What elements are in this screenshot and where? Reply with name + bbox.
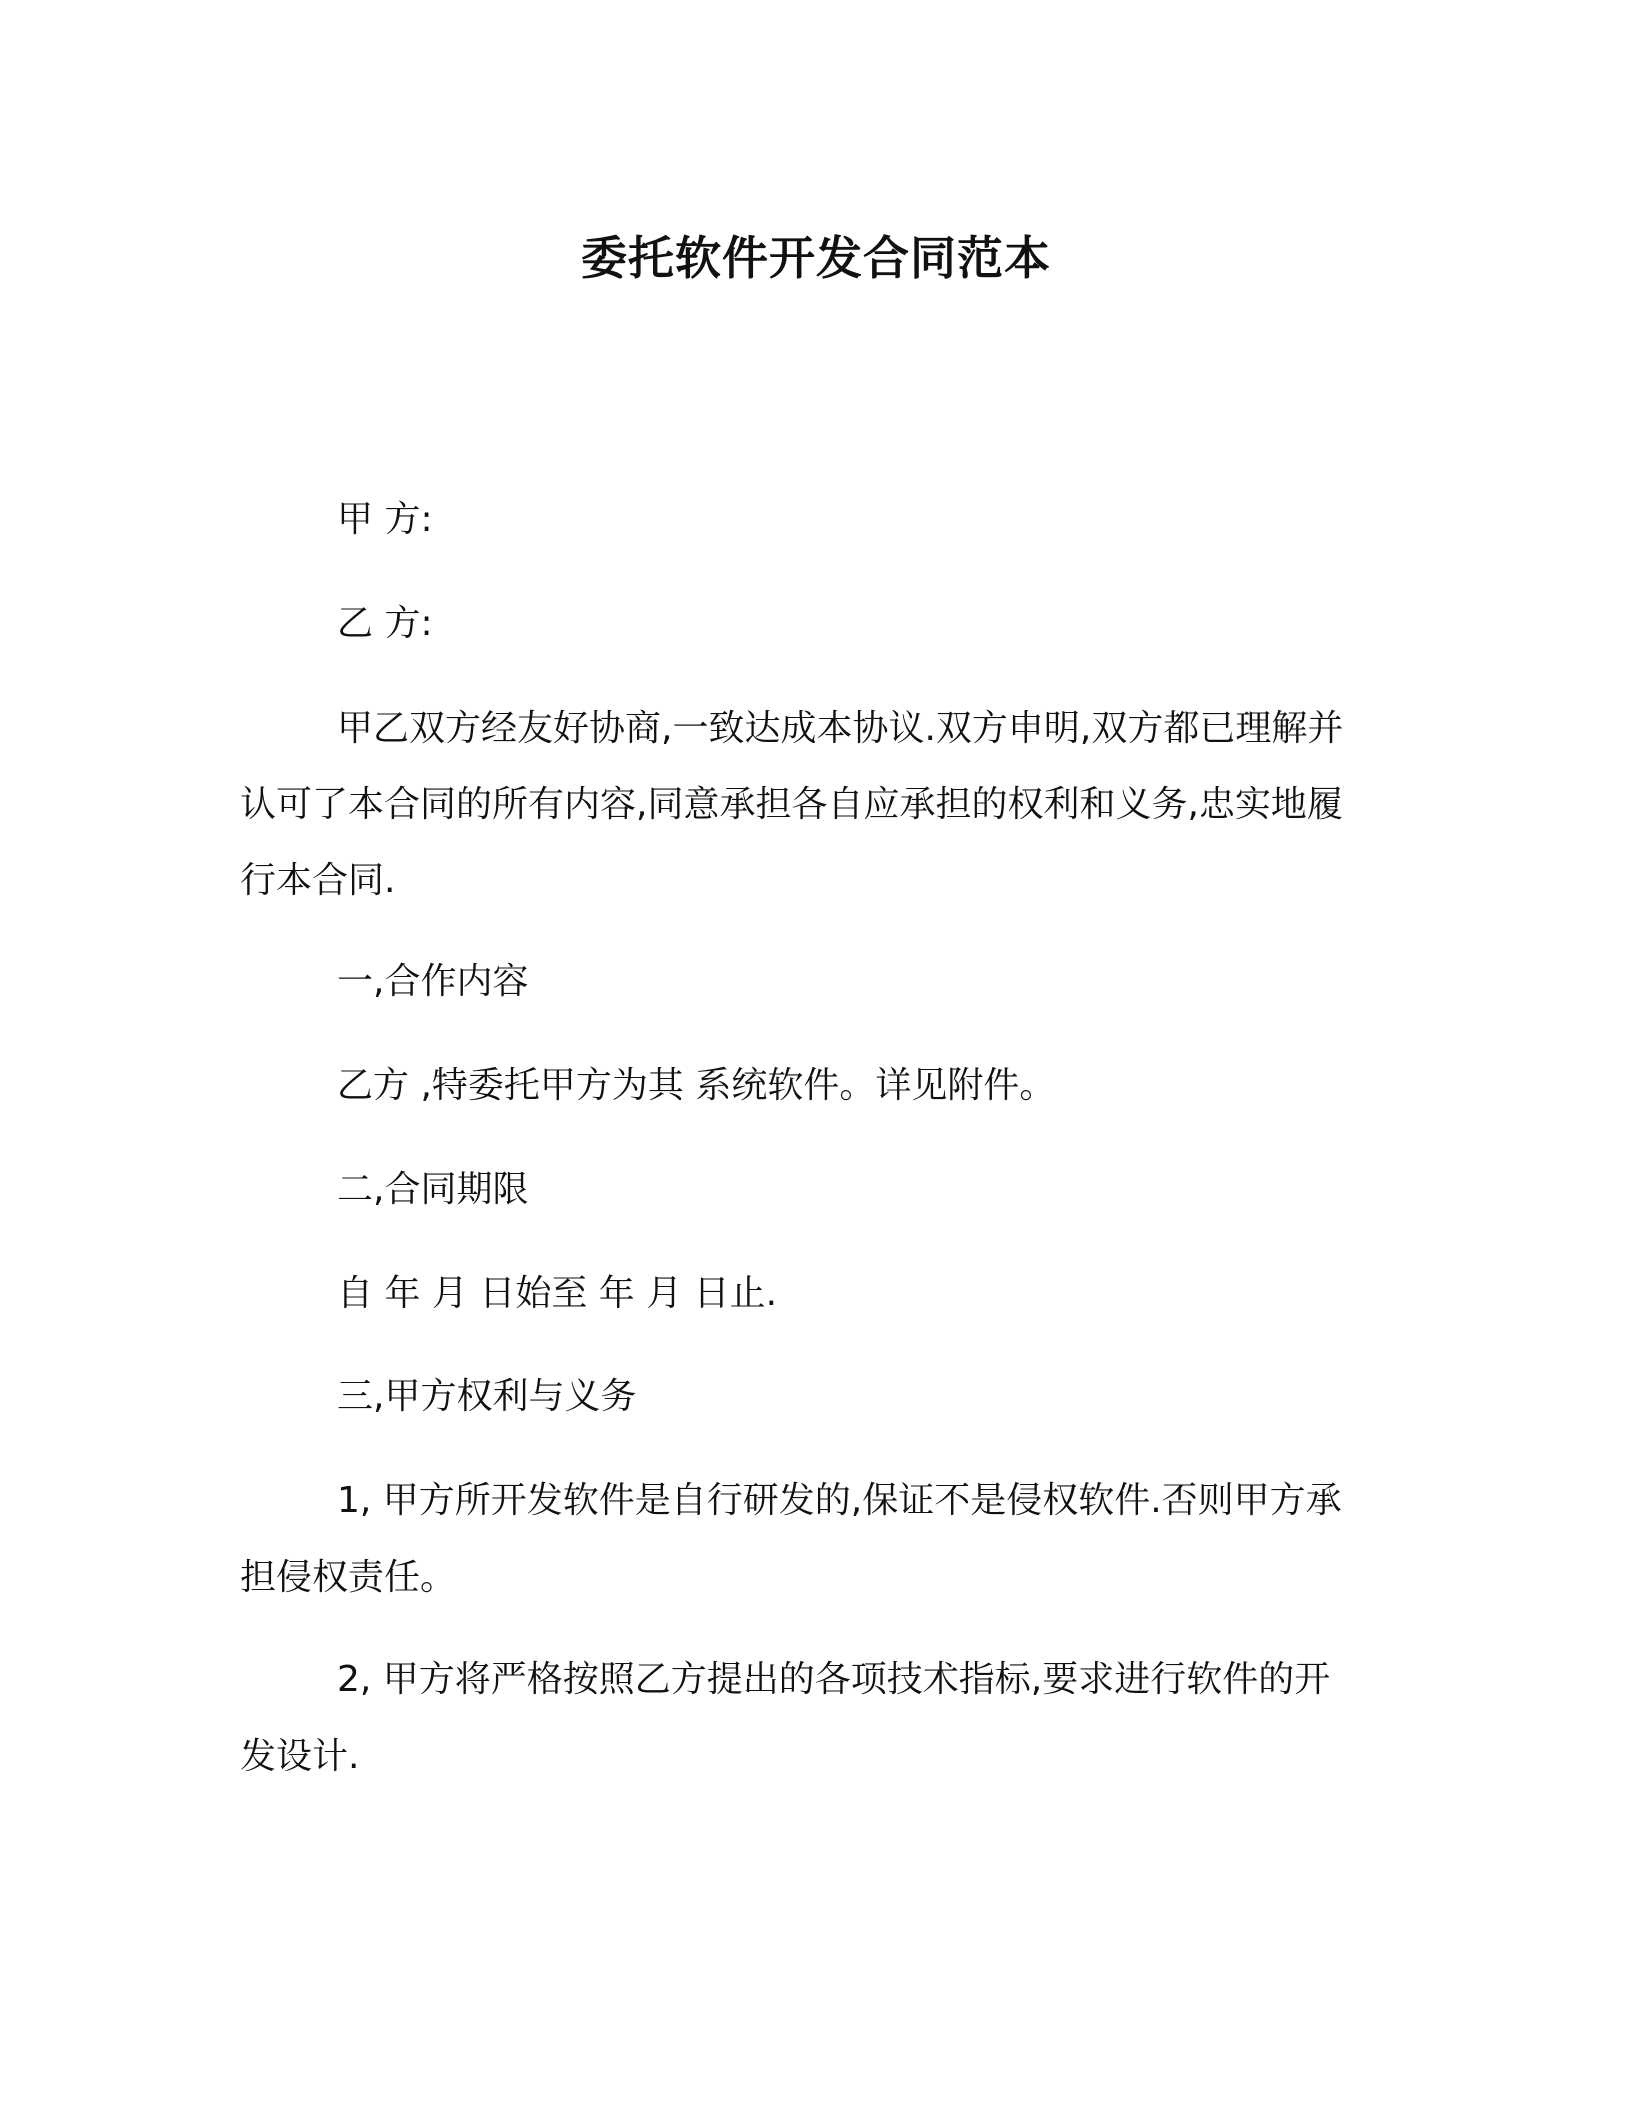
section-1-heading: 一,合作内容	[337, 961, 529, 1002]
party-a-label: 甲 方:	[337, 499, 433, 540]
section-3-item-1-line-1: 1, 甲方所开发软件是自行研发的,保证不是侵权软件.否则甲方承	[337, 1480, 1342, 1521]
section-3-heading: 三,甲方权利与义务	[337, 1376, 637, 1417]
section-3-item-2-line-1: 2, 甲方将严格按照乙方提出的各项技术指标,要求进行软件的开	[337, 1659, 1331, 1700]
intro-line-2: 认可了本合同的所有内容,同意承担各自应承担的权利和义务,忠实地履	[240, 784, 1343, 825]
section-3-item-1-line-2: 担侵权责任。	[240, 1557, 457, 1598]
intro-line-3: 行本合同.	[240, 860, 396, 901]
party-b-label: 乙 方:	[337, 603, 433, 644]
section-3-item-2-line-2: 发设计.	[240, 1736, 360, 1777]
section-2-heading: 二,合同期限	[337, 1169, 529, 1210]
section-1-text: 乙方 ,特委托甲方为其 系统软件。详见附件。	[337, 1065, 1056, 1106]
intro-line-1: 甲乙双方经友好协商,一致达成本协议.双方申明,双方都已理解并	[337, 708, 1344, 749]
section-2-text: 自 年 月 日始至 年 月 日止.	[337, 1273, 778, 1314]
document-title: 委托软件开发合同范本	[581, 231, 1051, 285]
